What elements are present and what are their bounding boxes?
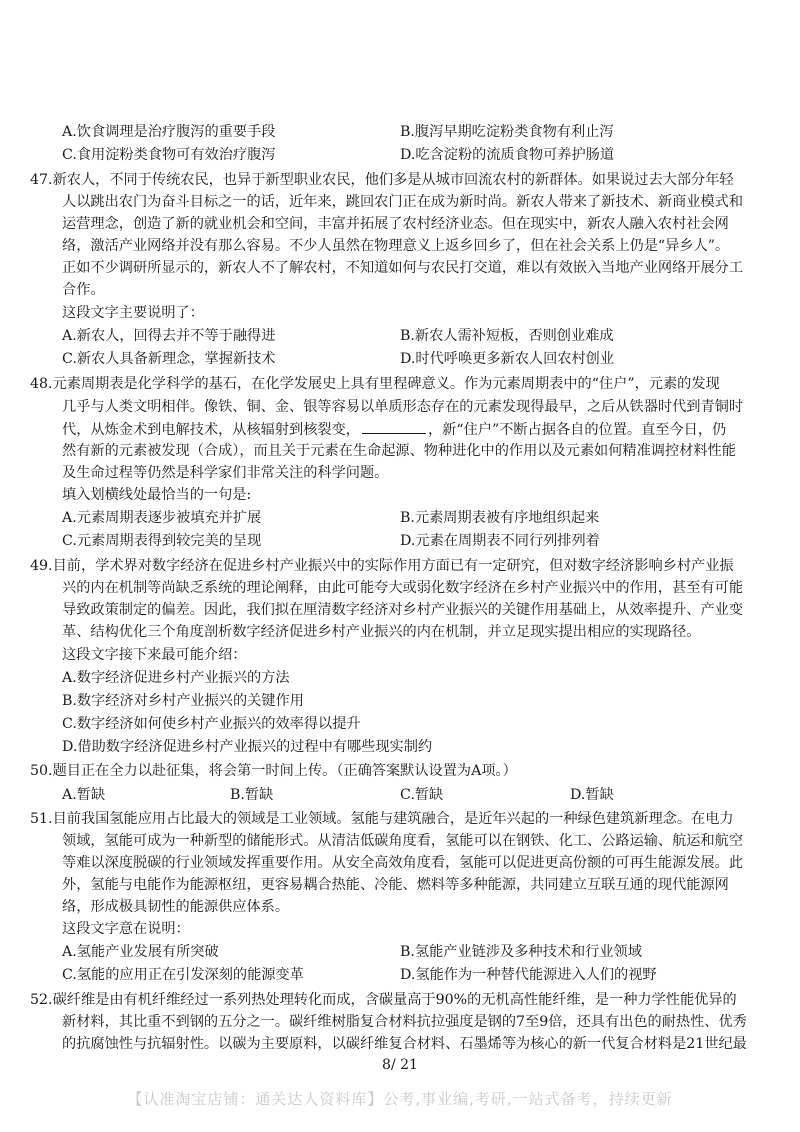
q47-prompt: 这段文字主要说明了：: [62, 305, 204, 321]
page-number: 8/ 21: [382, 1057, 418, 1073]
q49-line: 兴的内在机制等尚缺乏系统的理论阐释，由此可能夸大或弱化数字经济在乡村产业振兴中的作用，甚至有可能: [62, 580, 744, 596]
q51-prompt: 这段文字意在说明：: [62, 921, 190, 937]
fill-in-blank: [362, 419, 426, 434]
q49-line: 导致政策制定的偏差。因此，我们拟在厘清数字经济对乡村产业振兴的关键作用基础上，从效率提升、产业变: [62, 602, 744, 618]
q48-option-d: D.元素在周期表不同行列排列着: [400, 533, 600, 549]
q47-line: 运营理念，创造了新的就业机会和空间，丰富并拓展了农村经济业态。但在现实中，新农人融入农村社会网: [62, 216, 729, 232]
q51-option-b: B.氢能产业链涉及多种技术和行业领域: [400, 944, 642, 960]
q48-text-after-blank: ，新“住户”不断占据各自的位置。直至今日，仍: [427, 422, 727, 438]
q47-line: 47.新农人，不同于传统农民，也异于新型职业农民，他们多是从城市回流农村的新群体。如果说过去大部分年轻: [30, 172, 734, 188]
q46-option-c: C.食用淀粉类食物可有效治疗腹泻: [62, 147, 276, 163]
q48-line: 几乎与人类文明相伴。像铁、铜、金、银等容易以单质形态存在的元素发现得最早，之后从铁器时代到青铜时: [62, 399, 744, 415]
q49-line: 49.目前，学术界对数字经济在促进乡村产业振兴中的实际作用方面已有一定研究，但对数字经济影响乡村产业振: [30, 558, 734, 574]
q51-line: 等难以深度脱碳的行业领域发挥重要作用。从安全高效角度看，氢能可以促进更高份额的可再生能源发展。此: [62, 855, 744, 871]
q48-prompt: 填入划横线处最恰当的一句是:: [62, 487, 252, 503]
q49-line: 革、结构优化三个角度剖析数字经济促进乡村产业振兴的内在机制，并立足现实提出相应的实现路径。: [62, 624, 701, 640]
q48-text-before-blank: 代，从炼金术到电解技术，从核辐射到核裂变，: [62, 422, 360, 438]
q51-line: 领域，氢能可成为一种新型的储能形式。从清洁低碳角度看，氢能可以在钢铁、化工、公路运输、航运和航空: [62, 833, 744, 849]
q49-option-a: A.数字经济促进乡村产业振兴的方法: [62, 670, 290, 686]
q52-line: 新材料，其比重不到钢的五分之一。碳纤维树脂复合材料抗拉强度是钢的7至9倍，还具有出色的耐热性、优秀: [62, 1014, 747, 1030]
q47-option-c: C.新农人具备新理念，掌握新技术: [62, 351, 276, 367]
q49-option-d: D.借助数字经济促进乡村产业振兴的过程中有哪些现实制约: [62, 739, 433, 755]
q46-option-b: B.腹泻早期吃淀粉类食物有利止泻: [400, 124, 614, 140]
q50-option-b: B.暂缺: [230, 787, 274, 803]
q51-option-a: A.氢能产业发展有所突破: [62, 944, 219, 960]
q46-option-a: A.饮食调理是治疗腹泻的重要手段: [62, 124, 276, 140]
q51-option-c: C.氢能的应用正在引发深刻的能源变革: [62, 967, 304, 983]
q51-line: 51.目前我国氢能应用占比最大的领域是工业领域。氢能与建筑融合，是近年兴起的一种绿色建筑新理念。在电力: [30, 811, 734, 827]
q48-option-b: B.元素周期表被有序地组织起来: [400, 510, 600, 526]
q48-option-a: A.元素周期表逐步被填充并扩展: [62, 510, 262, 526]
q48-line: 及生命过程等仍然是科学家们非常关注的科学问题。: [62, 465, 389, 481]
q46-option-d: D.吃含淀粉的流质食物可养护肠道: [400, 147, 615, 163]
q47-option-a: A.新农人，回得去并不等于融得进: [62, 328, 276, 344]
q49-option-b: B.数字经济对乡村产业振兴的关键作用: [62, 693, 304, 709]
q52-line: 的抗腐蚀性与抗辐射性。以碳为主要原料，以碳纤维复合材料、石墨烯等为核心的新一代复合材料是21世纪最: [62, 1036, 747, 1052]
q49-option-c: C.数字经济如何使乡村产业振兴的效率得以提升: [62, 716, 361, 732]
q47-line: 合作。: [62, 282, 105, 298]
q47-line: 人以跳出农门为奋斗目标之一的话，近年来，跳回农门正在成为新时尚。新农人带来了新技术、新商业模式和: [62, 194, 744, 210]
q50-option-a: A.暂缺: [62, 787, 106, 803]
q51-line: 外，氢能与电能作为能源枢纽，更容易耦合热能、冷能、燃料等多种能源，共同建立互联互通的现代能源网: [62, 877, 729, 893]
q47-option-d: D.时代呼唤更多新农人回农村创业: [400, 351, 615, 367]
q47-option-b: B.新农人需补短板，否则创业难成: [400, 328, 614, 344]
q52-line: 52.碳纤维是由有机纤维经过一系列热处理转化而成，含碳量高于90%的无机高性能纤维，是一种力学性能优异的: [30, 992, 737, 1008]
q47-line: 络，激活产业网络并没有那么容易。不少人虽然在物理意义上返乡回乡了，但在社会关系上仍是“异乡人”。: [62, 238, 730, 254]
q51-line: 络，形成极具韧性的能源供应体系。: [62, 899, 290, 915]
q51-option-d: D.氢能作为一种替代能源进入人们的视野: [400, 967, 657, 983]
q50-line: 50.题目正在全力以赴征集，将会第一时间上传。（正确答案默认设置为A项。）: [30, 763, 517, 779]
watermark-text: 【认准淘宝店铺：通关达人资料库】公考,事业编,考研,一站式备考，持续更新: [127, 1090, 673, 1108]
q48-line: 然有新的元素被发现（合成），而且关于元素在生命起源、物种进化中的作用以及元素如何精准调控材料性能: [62, 443, 736, 459]
q49-prompt: 这段文字接下来最可能介绍：: [62, 647, 247, 663]
q50-option-d: D.暂缺: [570, 787, 614, 803]
q48-line-with-blank: [62, 419, 726, 440]
q48-option-c: C.元素周期表得到较完美的呈现: [62, 533, 262, 549]
q48-line: 48.元素周期表是化学科学的基石，在化学发展史上具有里程碑意义。作为元素周期表中的“住户”，元素的发现: [30, 376, 720, 392]
q50-option-c: C.暂缺: [400, 787, 444, 803]
q47-line: 正如不少调研所显示的，新农人不了解农村，不知道如何与农民打交道，难以有效嵌入当地产业网络开展分工: [62, 260, 744, 276]
